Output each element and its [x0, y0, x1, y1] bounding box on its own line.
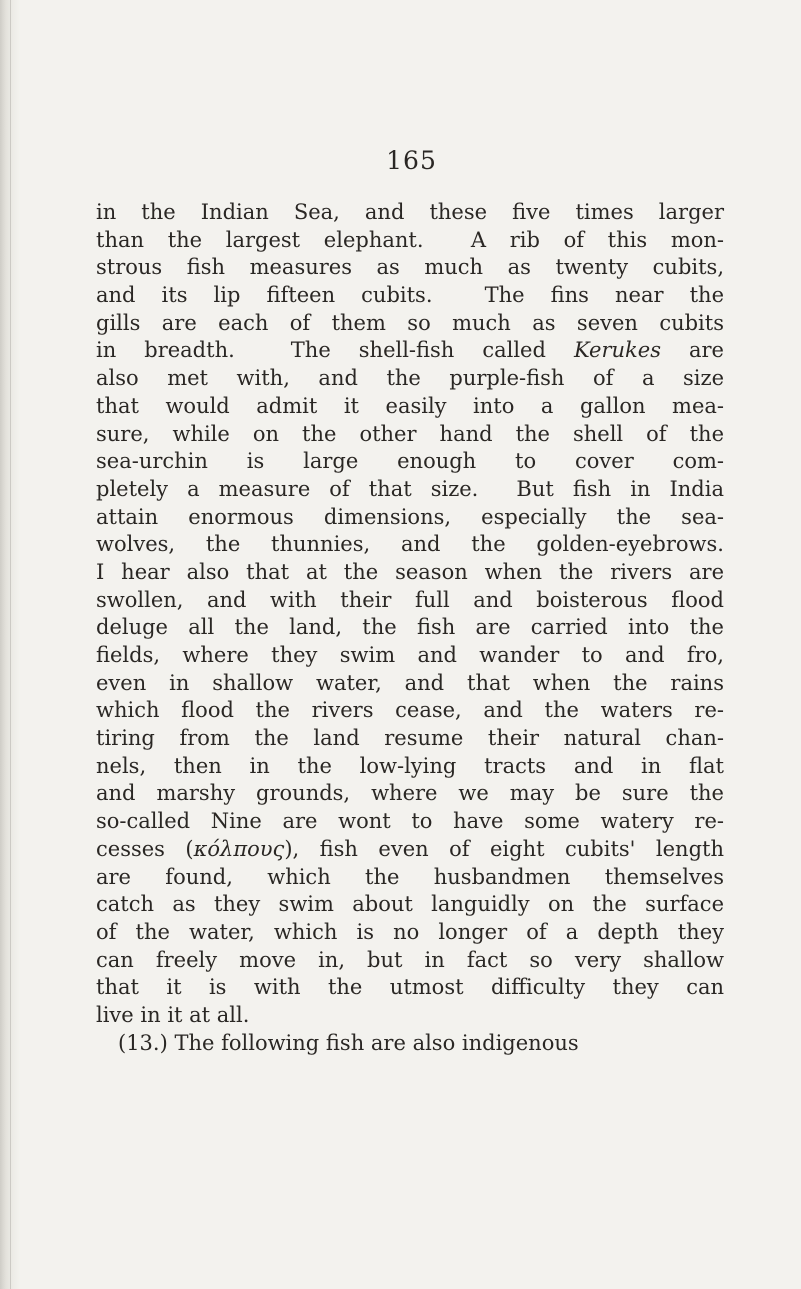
- text-line: [96, 310, 724, 338]
- text-segment: nels, then in the low-lying tracts and in flat: [96, 753, 724, 778]
- text-segment: live in it at all.: [96, 1002, 250, 1027]
- text-segment: sea-urchin is large enough to cover com-: [96, 449, 724, 474]
- text-line: [96, 697, 724, 725]
- text-segment: in breadth. The shell-fish called: [96, 338, 574, 363]
- text-line: [96, 1030, 724, 1058]
- text-line: [96, 199, 724, 227]
- text-segment: of the water, which is no longer of a depth they: [96, 919, 724, 944]
- text-line: [96, 393, 724, 421]
- text-line: [96, 282, 724, 310]
- gutter-line: [10, 0, 11, 1289]
- text-segment: that it is with the utmost difficulty they can: [96, 975, 724, 1000]
- text-segment: swollen, and with their full and boisterous flood: [96, 587, 724, 612]
- greek-term: κόλπους: [193, 836, 285, 861]
- text-line: [96, 365, 724, 393]
- text-line: [96, 504, 724, 532]
- text-segment: and its lip fifteen cubits. The fins near the: [96, 283, 724, 308]
- text-segment: strous fish measures as much as twenty cubits,: [96, 255, 724, 280]
- page-number: 165: [386, 146, 437, 175]
- text-segment: cesses (: [96, 836, 194, 861]
- text-segment: which flood the rivers cease, and the waters re-: [96, 698, 724, 723]
- text-line: [96, 614, 724, 642]
- text-segment: fields, where they swim and wander to and fro,: [96, 643, 724, 667]
- text-line: [96, 753, 724, 781]
- text-line: [96, 337, 724, 365]
- text-segment: tiring from the land resume their natural chan-: [96, 726, 724, 751]
- text-segment: catch as they swim about languidly on the surface: [96, 892, 724, 917]
- text-segment: and marshy grounds, where we may be sure the: [96, 781, 724, 806]
- text-segment: than the largest elephant. A rib of this mon-: [96, 227, 724, 252]
- text-line: [96, 559, 724, 587]
- text-line: [96, 448, 724, 476]
- text-segment: deluge all the land, the fish are carried into the: [96, 615, 724, 640]
- text-line: [96, 974, 724, 1002]
- text-line: [96, 1002, 724, 1030]
- text-segment: that would admit it easily into a gallon mea-: [96, 393, 724, 418]
- text-line: [96, 836, 724, 864]
- text-line: [96, 947, 724, 975]
- text-segment: pletely a measure of that size. But fish in India: [96, 476, 724, 501]
- text-segment: wolves, the thunnies, and the golden-eyebrows.: [96, 532, 724, 557]
- body-text: [96, 199, 724, 1057]
- binding-gutter: [0, 0, 20, 1289]
- text-segment: sure, while on the other hand the shell of the: [96, 421, 724, 446]
- text-segment: also met with, and the purple-fish of a size: [96, 366, 724, 391]
- italic-term: Kerukes: [573, 338, 661, 363]
- text-segment: even in shallow water, and that when the rains: [96, 670, 724, 695]
- text-line: [96, 725, 724, 753]
- text-line: [96, 891, 724, 919]
- text-line: [96, 254, 724, 282]
- text-segment: ), fish even of eight cubits' length: [284, 836, 724, 861]
- text-line: [96, 808, 724, 836]
- text-line: [96, 864, 724, 892]
- text-segment: in the Indian Sea, and these five times larger: [96, 200, 724, 224]
- text-segment: I hear also that at the season when the rivers are: [96, 559, 724, 584]
- text-segment: attain enormous dimensions, especially the sea-: [96, 504, 724, 529]
- text-segment: are found, which the husbandmen themselves: [96, 864, 724, 889]
- text-line: [96, 587, 724, 615]
- text-line: [96, 227, 724, 255]
- text-segment: gills are each of them so much as seven cubits: [96, 310, 724, 335]
- text-segment: are: [660, 338, 724, 363]
- text-line: [96, 919, 724, 947]
- text-line: [96, 531, 724, 559]
- text-segment: so-called Nine are wont to have some watery re-: [96, 809, 724, 834]
- text-segment: can freely move in, but in fact so very shallow: [96, 947, 724, 972]
- text-line: [96, 421, 724, 449]
- text-segment: (13.) The following fish are also indigenous: [118, 1030, 579, 1055]
- text-line: [96, 476, 724, 504]
- text-line: [96, 670, 724, 698]
- text-line: [96, 642, 724, 670]
- text-line: [96, 780, 724, 808]
